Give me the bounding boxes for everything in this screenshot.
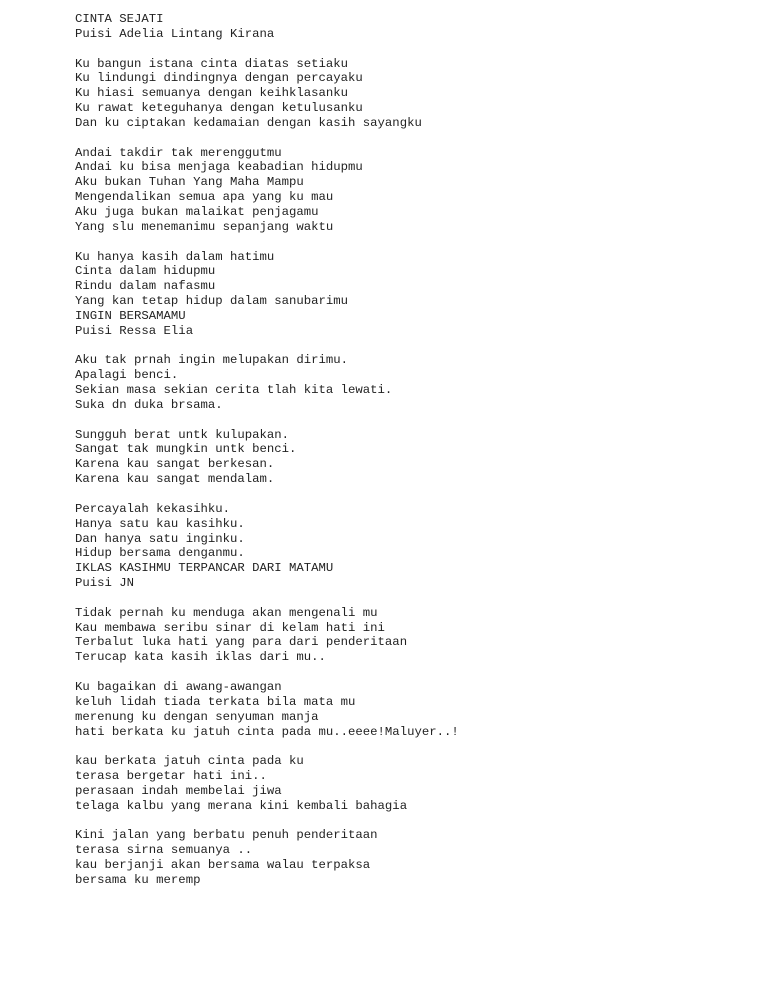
text-line: Cinta dalam hidupmu: [75, 264, 216, 279]
text-line: Ku bagaikan di awang-awangan: [75, 679, 282, 694]
text-line: Kau membawa seribu sinar di kelam hati ini: [75, 620, 385, 635]
text-line: Dan ku ciptakan kedamaian dengan kasih sayangku: [75, 115, 422, 130]
blank-line: [75, 235, 735, 250]
text-line: Yang slu menemanimu sepanjang waktu: [75, 219, 334, 234]
blank-line: [75, 131, 735, 146]
text-line: Hanya satu kau kasihku.: [75, 516, 245, 531]
text-line: CINTA SEJATI: [75, 12, 164, 26]
text-line: perasaan indah membelai jiwa: [75, 783, 282, 798]
blank-line: [75, 665, 735, 680]
text-line: Ku rawat keteguhanya dengan ketulusanku: [75, 101, 363, 116]
text-line: Ku hiasi semuanya dengan keihklasanku: [75, 86, 349, 101]
blank-line: [75, 339, 735, 354]
text-line: Puisi Ressa Elia: [75, 323, 194, 338]
blank-line: [75, 739, 735, 754]
text-line: Percayalah kekasihku.: [75, 501, 230, 516]
text-line: hati berkata ku jatuh cinta pada mu..eeee!Maluyer..!: [75, 724, 459, 739]
text-line: terasa bergetar hati ini..: [75, 769, 267, 784]
text-line: Tidak pernah ku menduga akan mengenali mu: [75, 605, 378, 620]
text-line: Ku bangun istana cinta diatas setiaku: [75, 56, 349, 71]
text-line: Hidup bersama denganmu.: [75, 546, 245, 561]
text-line: Yang kan tetap hidup dalam sanubarimu: [75, 294, 349, 309]
text-line: Andai takdir tak merenggutmu: [75, 145, 282, 160]
text-line: Karena kau sangat mendalam.: [75, 472, 275, 487]
text-line: Karena kau sangat berkesan.: [75, 457, 275, 472]
blank-line: [75, 814, 735, 829]
text-line: Terbalut luka hati yang para dari penderitaan: [75, 635, 408, 650]
text-line: bersama ku meremp: [75, 872, 201, 887]
text-line: Aku bukan Tuhan Yang Maha Mampu: [75, 175, 304, 190]
text-line: kau berjanji akan bersama walau terpaksa: [75, 858, 371, 873]
blank-line: [75, 42, 735, 57]
text-line: Aku juga bukan malaikat penjagamu: [75, 204, 319, 219]
text-line: Sekian masa sekian cerita tlah kita lewati.: [75, 383, 393, 398]
text-line: Mengendalikan semua apa yang ku mau: [75, 190, 334, 205]
text-line: kau berkata jatuh cinta pada ku: [75, 754, 304, 769]
text-line: Puisi JN: [75, 576, 135, 591]
text-line: Ku lindungi dindingnya dengan percayaku: [75, 71, 363, 86]
text-line: Dan hanya satu inginku.: [75, 531, 245, 546]
document-text: [75, 12, 735, 888]
text-line: Rindu dalam nafasmu: [75, 279, 216, 294]
text-line: IKLAS KASIHMU TERPANCAR DARI MATAMU: [75, 561, 334, 576]
blank-line: [75, 487, 735, 502]
blank-line: [75, 413, 735, 428]
text-line: keluh lidah tiada terkata bila mata mu: [75, 694, 356, 709]
text-line: Apalagi benci.: [75, 368, 179, 383]
text-line: Sungguh berat untk kulupakan.: [75, 427, 290, 442]
text-line: Ku hanya kasih dalam hatimu: [75, 249, 275, 264]
text-line: Terucap kata kasih iklas dari mu..: [75, 650, 326, 665]
blank-line: [75, 591, 735, 606]
text-line: Suka dn duka brsama.: [75, 397, 223, 412]
text-line: INGIN BERSAMAMU: [75, 308, 186, 323]
text-line: telaga kalbu yang merana kini kembali bahagia: [75, 798, 408, 813]
text-line: Andai ku bisa menjaga keabadian hidupmu: [75, 160, 363, 175]
text-line: merenung ku dengan senyuman manja: [75, 709, 319, 724]
text-line: terasa sirna semuanya ..: [75, 843, 253, 858]
text-line: Aku tak prnah ingin melupakan dirimu.: [75, 353, 349, 368]
text-line: Sangat tak mungkin untk benci.: [75, 442, 297, 457]
text-line: Puisi Adelia Lintang Kirana: [75, 26, 275, 41]
text-line: Kini jalan yang berbatu penuh penderitaan: [75, 828, 378, 843]
